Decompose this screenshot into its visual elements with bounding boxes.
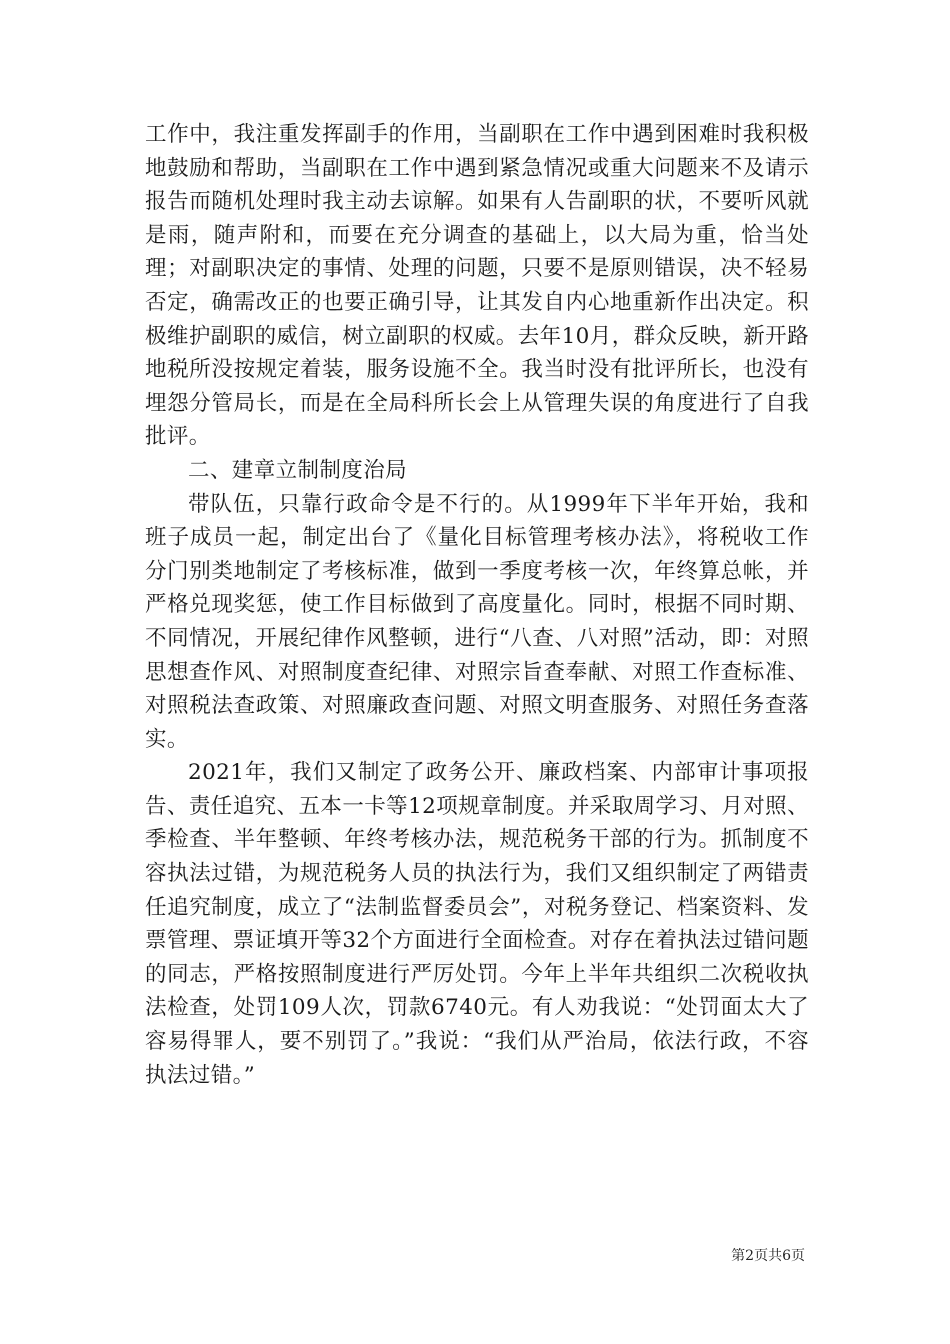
paragraph-assessment-method: 带队伍，只靠行政命令是不行的。从1999年下半年开始，我和班子成员一起，制定出台了《量化目标管理考核办法》，将税收工作分门别类地制定了考核标准，做到一季度考核一次，年终算总帐，并严格兑现奖惩，使工作目标做到了高度量化。同时，根据不同时期、不同情况，开展纪律作风整顿，进行“八查、八对照”活动，即：对照思想查作风、对照制度查纪律、对照宗旨查奉献、对照工作查标准、对照税法查政策、对照廉政查问题、对照文明查服务、对照任务查落实。 — [145, 491, 809, 752]
paragraph-deputy-support: 工作中，我注重发挥副手的作用，当副职在工作中遇到困难时我积极地鼓励和帮助，当副职在工作中遇到紧急情况或重大问题来不及请示报告而随机处理时我主动去谅解。如果有人告副职的状，不要听风就是雨，随声附和，而要在充分调查的基础上，以大局为重，恰当处理；对副职决定的事情、处理的问题，只要不是原则错误，决不轻易否定，确需改正的也要正确引导，让其发自内心地重新作出决定。积极维护副职的威信，树立副职的权威。去年10月，群众反映，新开路地税所没按规定着装，服务设施不全。我当时没有批评所长，也没有埋怨分管局长，而是在全局科所长会上从管理失误的角度进行了自我批评。 — [145, 122, 809, 450]
paragraph-regulations-2021: 2021年，我们又制定了政务公开、廉政档案、内部审计事项报告、责任追究、五本一卡等12项规章制度。并采取周学习、月对照、季检查、半年整顿、年终考核办法，规范税务干部的行为。抓制度不容执法过错，为规范税务人员的执法行为，我们又组织制定了两错责任追究制度，成立了“法制监督委员会”，对税务登记、档案资料、发票管理、票证填开等32个方面进行全面检查。对存在着执法过错问题的同志，严格按照制度进行严厉处罚。今年上半年共组织二次税收执法检查，处罚109人次，罚款6740元。有人劝我说：“处罚面太大了容易得罪人，要不别罚了。”我说：“我们从严治局，依法行政，不容执法过错。” — [145, 760, 809, 1088]
document-body — [145, 118, 809, 1092]
page-number-footer: 第2页共6页 — [731, 1248, 805, 1264]
section-heading-rules: 二、建章立制制度治局 — [188, 457, 408, 483]
